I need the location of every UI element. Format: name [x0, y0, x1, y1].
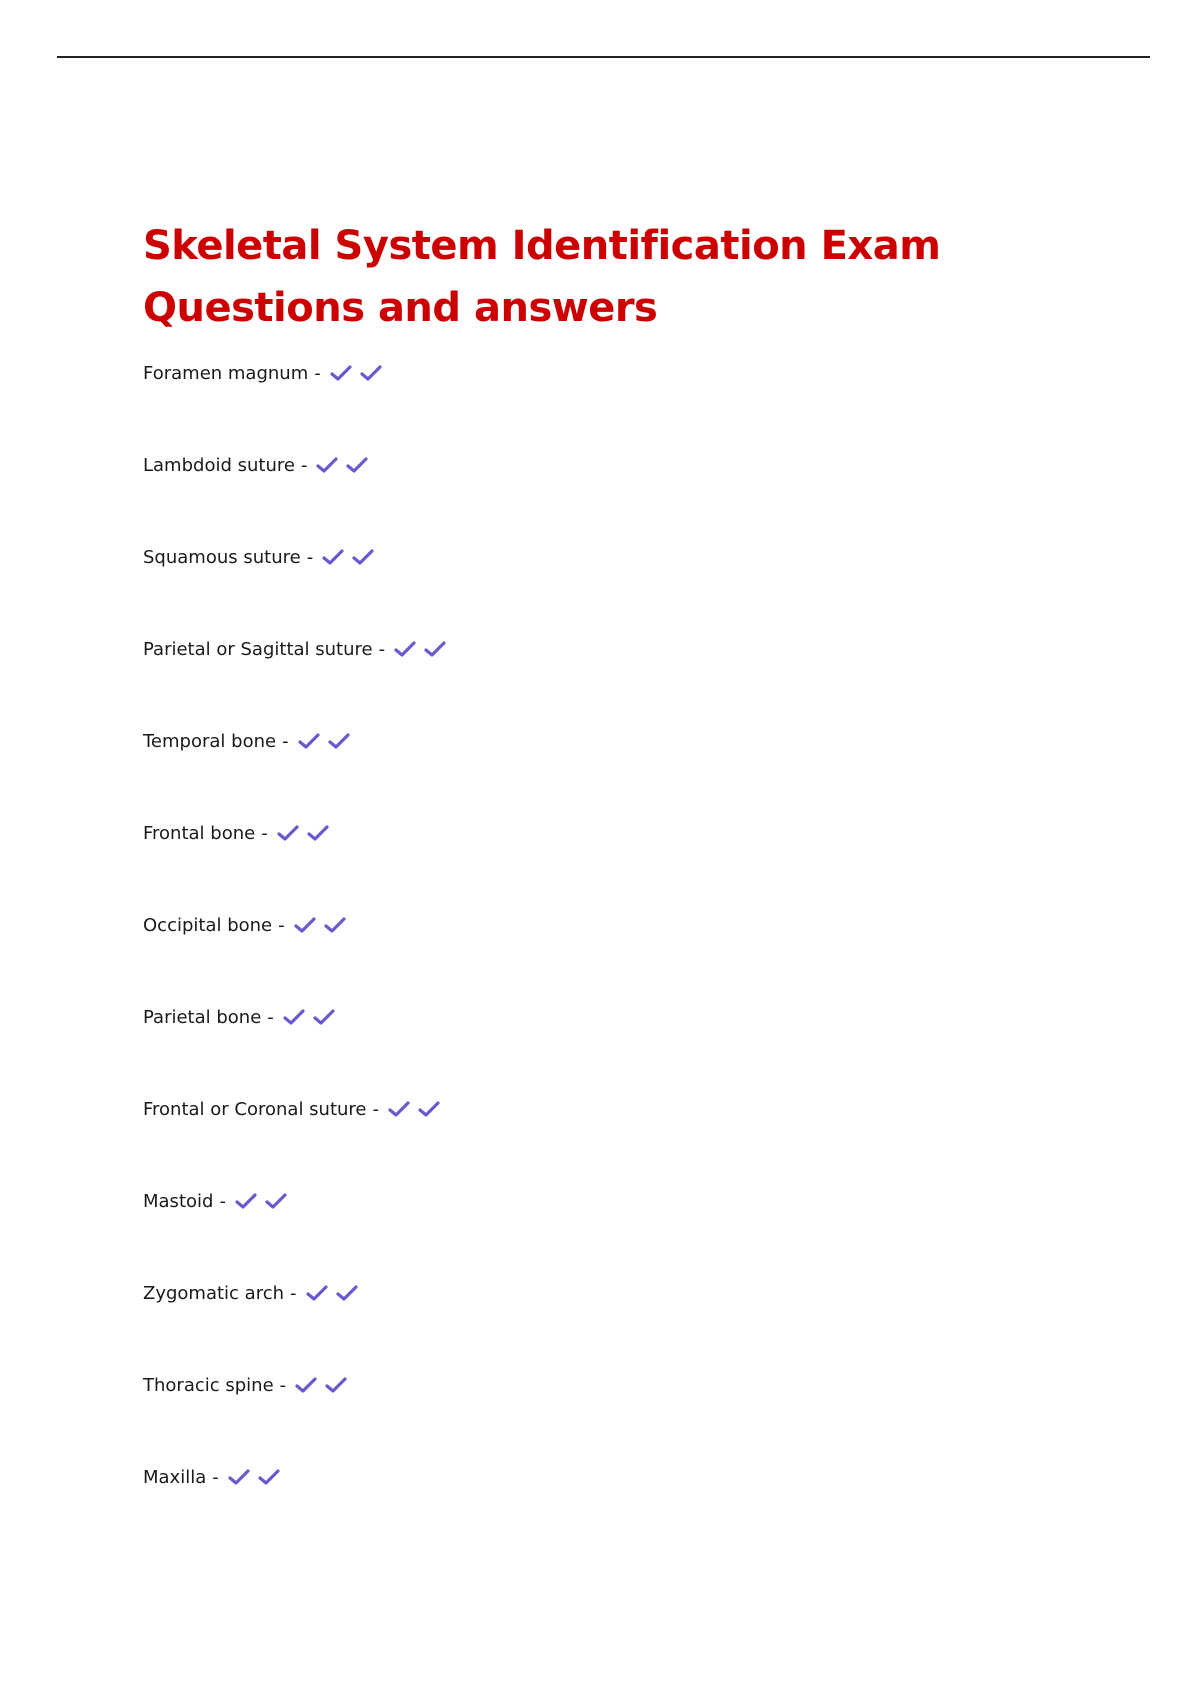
check-icon — [312, 1007, 336, 1027]
qa-row — [143, 723, 357, 759]
term-label: Parietal bone — [143, 1006, 262, 1028]
list-item — [143, 1367, 453, 1459]
term-separator: - — [212, 1466, 219, 1488]
list-item — [143, 447, 453, 539]
check-icon — [387, 1099, 411, 1119]
header-rule — [57, 56, 1150, 58]
qa-row — [143, 1091, 447, 1127]
check-icon — [324, 1375, 348, 1395]
check-icon — [359, 363, 383, 383]
term-label: Frontal bone — [143, 822, 256, 844]
term-separator: - — [267, 1006, 274, 1028]
list-item — [143, 631, 453, 723]
term-label: Thoracic spine — [143, 1374, 274, 1396]
term-separator: - — [219, 1190, 226, 1212]
term-label: Squamous suture — [143, 546, 301, 568]
qa-row — [143, 815, 336, 851]
term-label: Temporal bone — [143, 730, 277, 752]
term-label: Maxilla — [143, 1466, 207, 1488]
check-icon — [327, 731, 351, 751]
list-item — [143, 539, 453, 631]
term-separator: - — [278, 914, 285, 936]
term-label: Foramen magnum — [143, 362, 309, 384]
list-item — [143, 1091, 453, 1183]
term-label: Frontal or Coronal suture — [143, 1098, 367, 1120]
check-icon — [282, 1007, 306, 1027]
qa-row — [143, 1459, 287, 1495]
check-icon — [423, 639, 447, 659]
check-icon — [257, 1467, 281, 1487]
check-icon — [323, 915, 347, 935]
check-icon — [329, 363, 353, 383]
qa-row — [143, 539, 381, 575]
list-item — [143, 907, 453, 999]
check-icon — [276, 823, 300, 843]
check-icon — [264, 1191, 288, 1211]
qa-row — [143, 999, 342, 1035]
qa-row — [143, 631, 453, 667]
check-icon — [345, 455, 369, 475]
qa-row — [143, 1275, 365, 1311]
check-icon — [234, 1191, 258, 1211]
term-separator: - — [279, 1374, 287, 1396]
term-label: Parietal or Sagittal suture — [143, 638, 373, 660]
check-icon — [315, 455, 339, 475]
check-icon — [305, 1283, 329, 1303]
term-separator: - — [261, 822, 268, 844]
qa-row — [143, 1183, 294, 1219]
term-separator: - — [290, 1282, 297, 1304]
check-icon — [294, 1375, 318, 1395]
check-icon — [393, 639, 417, 659]
qa-row — [143, 907, 353, 943]
term-label: Zygomatic arch — [143, 1282, 285, 1304]
check-icon — [351, 547, 375, 567]
list-item — [143, 999, 453, 1091]
term-separator: - — [306, 546, 314, 568]
check-icon — [227, 1467, 251, 1487]
check-icon — [293, 915, 317, 935]
list-item — [143, 1275, 453, 1367]
check-icon — [321, 547, 345, 567]
document-title: Skeletal System Identification Exam Questions and answers — [143, 223, 941, 331]
term-label: Occipital bone — [143, 914, 273, 936]
term-separator: - — [378, 638, 386, 660]
list-item — [143, 723, 453, 815]
list-item — [143, 1459, 453, 1551]
term-separator: - — [314, 362, 321, 384]
term-separator: - — [282, 730, 289, 752]
list-item — [143, 1183, 453, 1275]
qa-row — [143, 447, 375, 483]
qa-row — [143, 1367, 354, 1403]
check-icon — [335, 1283, 359, 1303]
term-separator: - — [372, 1098, 380, 1120]
check-icon — [306, 823, 330, 843]
list-item — [143, 815, 453, 907]
term-separator: - — [300, 454, 308, 476]
check-icon — [417, 1099, 441, 1119]
term-label: Mastoid — [143, 1190, 214, 1212]
term-label: Lambdoid suture — [143, 454, 295, 476]
check-icon — [297, 731, 321, 751]
list-item — [143, 355, 453, 447]
qa-row — [143, 355, 389, 391]
qa-list — [143, 355, 453, 1551]
